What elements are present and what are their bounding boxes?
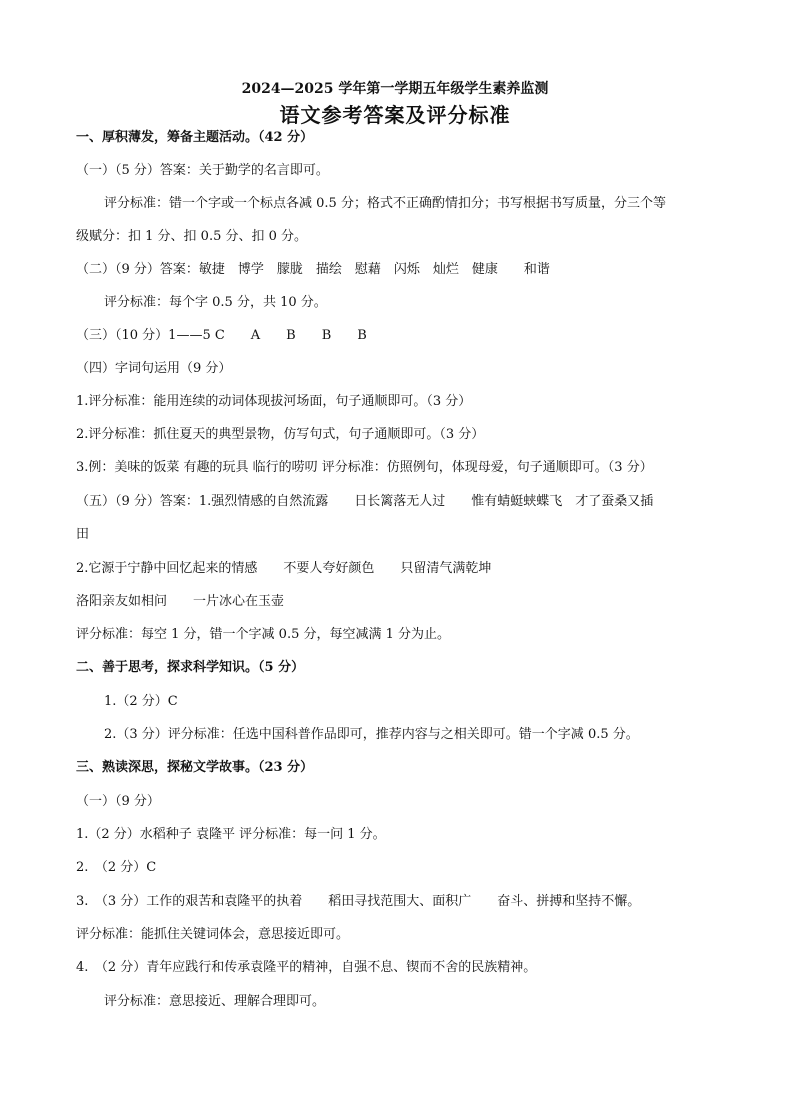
section-3-part-1-heading: （一）（9 分） [76,794,160,809]
section-1-heading: 一、厚积薄发，筹备主题活动。（42 分） [76,130,314,145]
part-1-scoring: 评分标准：错一个字或一个标点各减 0.5 分；格式不正确酌情扣分；书写根据书写质量，分三个等 [104,196,666,211]
section-3-item-3-scoring: 评分标准：能抓住关键词体会，意思接近即可。 [76,927,350,942]
part-1-answer: （一）（5 分）答案：关于勤学的名言即可。 [76,163,329,178]
part-5-item-2: 2.它源于宁静中回忆起来的情感 不要人夸好颜色 只留清气满乾坤 [76,561,492,576]
part-5-answer-cont: 田 [76,527,90,542]
part-5-answer: （五）（9 分）答案：1.强烈情感的自然流露 日长篱落无人过 惟有蜻蜓蛱蝶飞 才了蚕桑又插 [76,494,654,509]
part-3-answer: （三）（10 分）1——5 C A B B B [76,328,367,343]
section-2-item-1: 1.（2 分）C [104,694,178,709]
part-4-heading: （四）字词句运用（9 分） [76,361,232,376]
part-4-item-2: 2.评分标准：抓住夏天的典型景物，仿写句式，句子通顺即可。（3 分） [76,427,485,442]
section-2-heading: 二、善于思考，探求科学知识。（5 分） [76,660,305,675]
section-3-item-3: 3. （3 分）工作的艰苦和袁隆平的执着 稻田寻找范围大、面积广 奋斗、拼搏和坚持不懈。 [76,894,641,909]
part-5-scoring: 评分标准：每空 1 分，错一个字减 0.5 分，每空减满 1 分为止。 [76,627,451,642]
document-subtitle: 2024—2025 学年第一学期五年级学生素养监测 [241,81,549,97]
part-4-item-1: 1.评分标准：能用连续的动词体现拔河场面，句子通顺即可。（3 分） [76,394,472,409]
part-1-scoring-cont: 级赋分：扣 1 分、扣 0.5 分、扣 0 分。 [76,229,308,244]
section-3-item-4-scoring: 评分标准：意思接近、理解合理即可。 [104,994,326,1009]
section-3-item-4: 4. （2 分）青年应践行和传承袁隆平的精神，自强不息、锲而不舍的民族精神。 [76,960,537,975]
section-3-heading: 三、熟读深思，探秘文学故事。（23 分） [76,760,314,775]
section-2-item-2: 2.（3 分）评分标准：任选中国科普作品即可，推荐内容与之相关即可。错一个字减 0.5 分。 [104,727,639,742]
part-2-answer: （二）（9 分）答案：敏捷 博学 朦胧 描绘 慰藉 闪烁 灿烂 健康 和谐 [76,262,550,277]
part-2-scoring: 评分标准：每个字 0.5 分，共 10 分。 [104,295,327,310]
document-title: 语文参考答案及评分标准 [279,103,511,127]
section-3-item-2: 2. （2 分）C [76,860,157,875]
section-3-item-1: 1.（2 分）水稻种子 袁隆平 评分标准：每一问 1 分。 [76,827,386,842]
part-5-item-2-cont: 洛阳亲友如相问 一片冰心在玉壶 [76,594,285,609]
part-4-item-3: 3.例：美味的饭菜 有趣的玩具 临行的唠叨 评分标准：仿照例句，体现母爱，句子通顺即可。（3 分） [76,460,653,475]
